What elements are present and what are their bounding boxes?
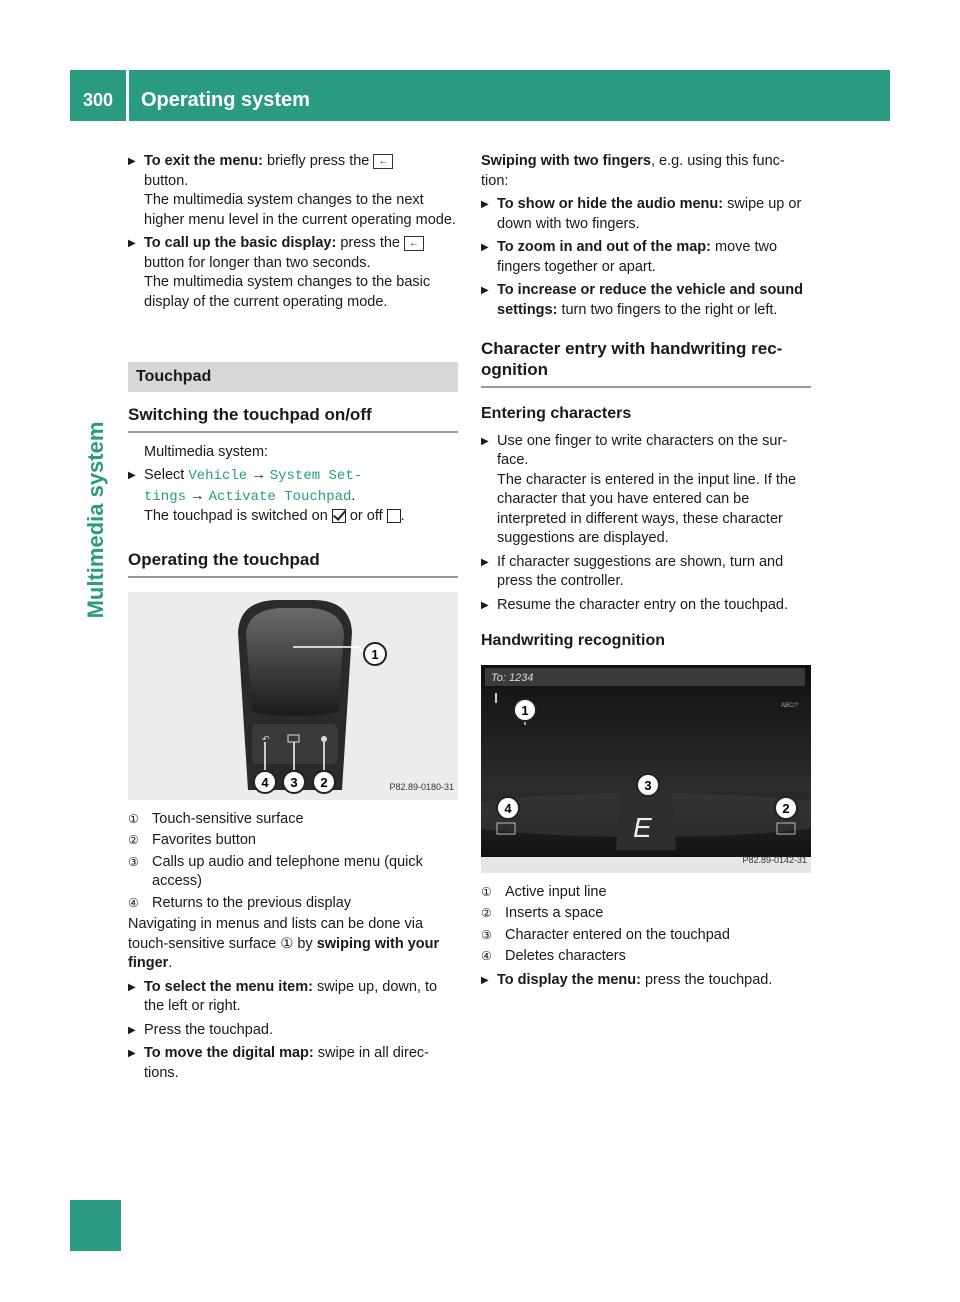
checkbox-checked-icon bbox=[332, 509, 346, 523]
step-display-menu: ▶ To display the menu: press the touchpad. bbox=[481, 971, 811, 991]
step-select-menu-item: ▶ To select the menu item: swipe up, down, to the left or right. bbox=[128, 978, 458, 1017]
menu-system-settings-cont: tings bbox=[144, 488, 187, 505]
legend-item: ① Touch-sensitive surface bbox=[128, 810, 304, 827]
svg-text:2: 2 bbox=[320, 774, 328, 790]
svg-text:1: 1 bbox=[521, 702, 529, 718]
heading-operating-touchpad: Operating the touchpad bbox=[128, 549, 458, 578]
svg-text:3: 3 bbox=[644, 777, 652, 793]
screen-input-text: To: 1234 bbox=[491, 671, 534, 684]
handwriting-figure bbox=[481, 665, 811, 873]
legend-item: ③ Character entered on the touchpad bbox=[481, 926, 730, 943]
right-column bbox=[481, 152, 811, 994]
legend-item: ④ Deletes characters bbox=[481, 948, 626, 964]
svg-text:1: 1 bbox=[371, 646, 379, 662]
heading-handwriting-recognition: Handwriting recognition bbox=[481, 632, 665, 649]
sidebar-marker bbox=[70, 1200, 121, 1251]
step-select-touchpad: ▶ Select Vehicle → System Set- tings → Activate Touchpad. The touchpad is switched on or off . bbox=[128, 466, 458, 527]
legend-item: ② Inserts a space bbox=[481, 905, 604, 921]
legend-item: ④ Returns to the previous display bbox=[128, 894, 352, 911]
swiping-intro: Swiping with two fingers, e.g. using this func-tion: bbox=[481, 153, 785, 189]
section-band-touchpad: Touchpad bbox=[128, 362, 458, 392]
step-zoom-map: ▶ To zoom in and out of the map: move two fingers together or apart. bbox=[481, 238, 811, 277]
step-move-map: ▶ To move the digital map: swipe in all direc-tions. bbox=[128, 1044, 458, 1083]
page-title: Operating system bbox=[141, 89, 310, 111]
step-exit-menu: ▶ To exit the menu: briefly press the ← button. The multimedia system changes to the next higher menu level in the current operating mode. bbox=[128, 152, 458, 230]
left-column bbox=[128, 152, 458, 1087]
screen-corner-label: ABC/? bbox=[781, 702, 799, 709]
heading-switching-touchpad: Switching the touchpad on/off bbox=[128, 404, 458, 433]
svg-text:3: 3 bbox=[290, 774, 298, 790]
touchpad-figure bbox=[128, 592, 458, 800]
back-button-icon: ← bbox=[404, 236, 424, 251]
legend-item: ② Favorites button bbox=[128, 832, 256, 848]
step-press-touchpad: ▶ Press the touchpad. bbox=[128, 1021, 458, 1041]
menu-system-settings: System Set- bbox=[269, 468, 363, 484]
step-vehicle-settings: ▶ To increase or reduce the vehicle and sound settings: turn two fingers to the right or left. bbox=[481, 281, 811, 320]
sidebar-section-label: Multimedia system bbox=[83, 421, 108, 619]
svg-text:4: 4 bbox=[261, 774, 269, 790]
menu-vehicle: Vehicle bbox=[188, 468, 248, 484]
handwriting-screen-illustration bbox=[481, 665, 811, 873]
legend-item: ① Active input line bbox=[481, 883, 607, 900]
menu-activate-touchpad: Activate Touchpad bbox=[208, 488, 352, 505]
heading-character-entry: Character entry with handwriting rec-ognition bbox=[481, 338, 811, 388]
figure-code: P82.89-0142-31 bbox=[742, 855, 807, 865]
step-audio-menu: ▶ To show or hide the audio menu: swipe up or down with two fingers. bbox=[481, 195, 811, 234]
svg-text:↶: ↶ bbox=[262, 734, 270, 745]
step-character-suggestions: ▶ If character suggestions are shown, turn and press the controller. bbox=[481, 553, 811, 592]
heading-entering-characters: Entering characters bbox=[481, 405, 632, 422]
checkbox-empty-icon bbox=[387, 509, 401, 523]
page-number: 300 bbox=[82, 90, 114, 110]
back-button-icon: ← bbox=[373, 154, 393, 169]
header-divider bbox=[126, 70, 129, 121]
figure-code: P82.89-0180-31 bbox=[389, 782, 454, 792]
screen-entered-letter: E bbox=[633, 811, 652, 843]
touchpad-illustration bbox=[128, 592, 458, 800]
multimedia-system-label: Multimedia system: bbox=[144, 443, 269, 460]
step-resume-entry: ▶ Resume the character entry on the touchpad. bbox=[481, 596, 811, 616]
legend-item: ③ Calls up audio and telephone menu (quick access) bbox=[128, 853, 423, 889]
svg-text:4: 4 bbox=[504, 800, 512, 816]
svg-text:2: 2 bbox=[782, 800, 790, 816]
navigation-paragraph: Navigating in menus and lists can be done via touch-sensitive surface ① by swiping with your finger. bbox=[128, 916, 440, 971]
step-basic-display: ▶ To call up the basic display: press the ← button for longer than two seconds. The multimedia system changes to the basic display of the current operating mode. bbox=[128, 234, 458, 312]
step-write-characters: ▶ Use one finger to write characters on the sur-face. The character is entered in the input line. If the character that you have entered can be interpreted in different ways, these character suggestions are displayed. bbox=[481, 432, 811, 549]
